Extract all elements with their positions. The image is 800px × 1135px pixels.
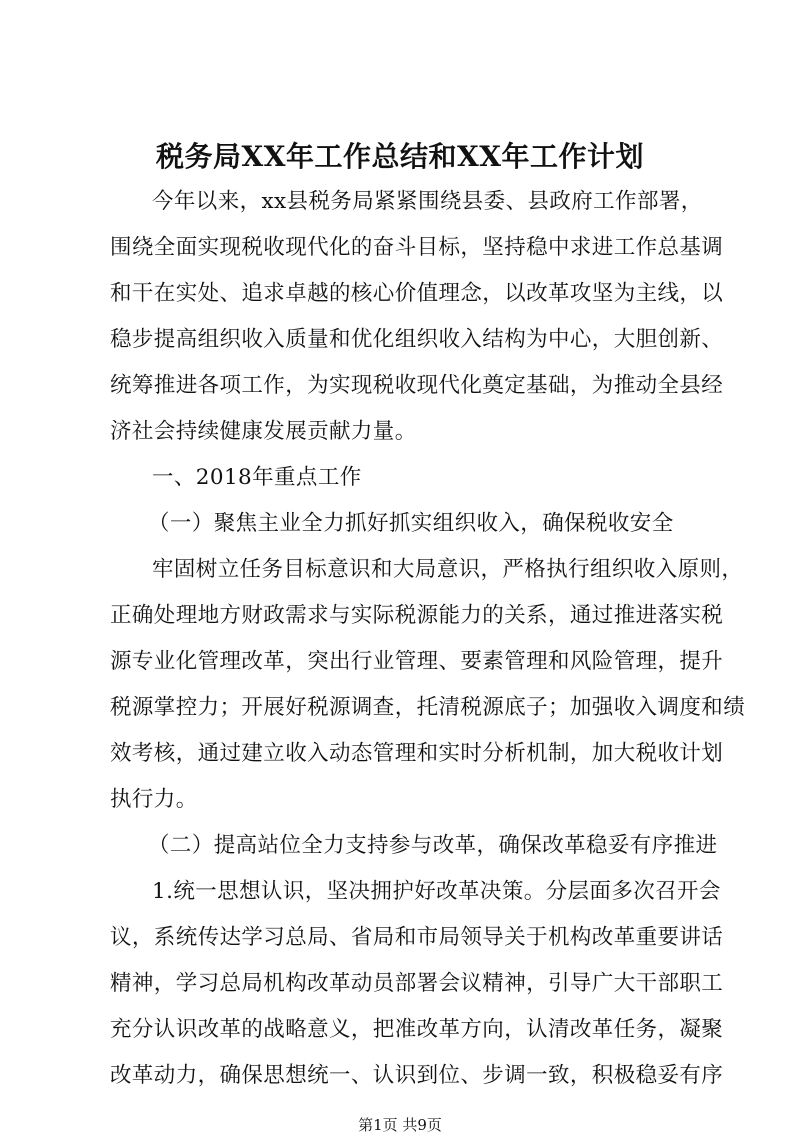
- section-heading: 一、2018年重点工作: [152, 465, 362, 490]
- paragraph-line: 效考核，通过建立收入动态管理和实时分析机制，加大税收计划: [110, 741, 724, 766]
- paragraph-line: 改革动力，确保思想统一、认识到位、步调一致，积极稳妥有序: [110, 1063, 724, 1088]
- page-number-footer: 第1页 共9页: [358, 1116, 442, 1134]
- paragraph-line: 税源掌控力；开展好税源调查，托清税源底子；加强收入调度和绩: [110, 695, 746, 720]
- subsection-heading: （一）聚焦主业全力抓好抓实组织收入，确保税收安全: [148, 511, 674, 536]
- paragraph-line: 执行力。: [110, 787, 198, 812]
- paragraph-line: 精神，学习总局机构改革动员部署会议精神，引导广大干部职工: [110, 971, 724, 996]
- paragraph-line: 源专业化管理改革，突出行业管理、要素管理和风险管理，提升: [110, 649, 724, 674]
- paragraph-line: 济社会持续健康发展贡献力量。: [110, 419, 417, 444]
- subsection-heading: （二）提高站位全力支持参与改革，确保改革稳妥有序推进: [148, 833, 718, 858]
- paragraph-line: 围绕全面实现税收现代化的奋斗目标，坚持稳中求进工作总基调: [110, 235, 724, 260]
- paragraph-line: 议，系统传达学习总局、省局和市局领导关于机构改革重要讲话: [110, 925, 724, 950]
- paragraph-line: 统筹推进各项工作，为实现税收现代化奠定基础，为推动全县经: [110, 373, 724, 398]
- paragraph-line: 今年以来，xx县税务局紧紧围绕县委、县政府工作部署，: [152, 189, 703, 214]
- paragraph-line: 正确处理地方财政需求与实际税源能力的关系，通过推进落实税: [110, 603, 724, 628]
- paragraph-line: 充分认识改革的战略意义，把准改革方向，认清改革任务，凝聚: [110, 1017, 724, 1042]
- paragraph-line: 牢固树立任务目标意识和大局意识，严格执行组织收入原则，: [152, 557, 744, 582]
- paragraph-line: 1.统一思想认识，坚决拥护好改革决策。分层面多次召开会: [152, 879, 721, 904]
- paragraph-line: 稳步提高组织收入质量和优化组织收入结构为中心，大胆创新、: [110, 327, 724, 352]
- document-title: 税务局XX年工作总结和XX年工作计划: [156, 140, 644, 173]
- paragraph-line: 和干在实处、追求卓越的核心价值理念，以改革攻坚为主线，以: [110, 281, 724, 306]
